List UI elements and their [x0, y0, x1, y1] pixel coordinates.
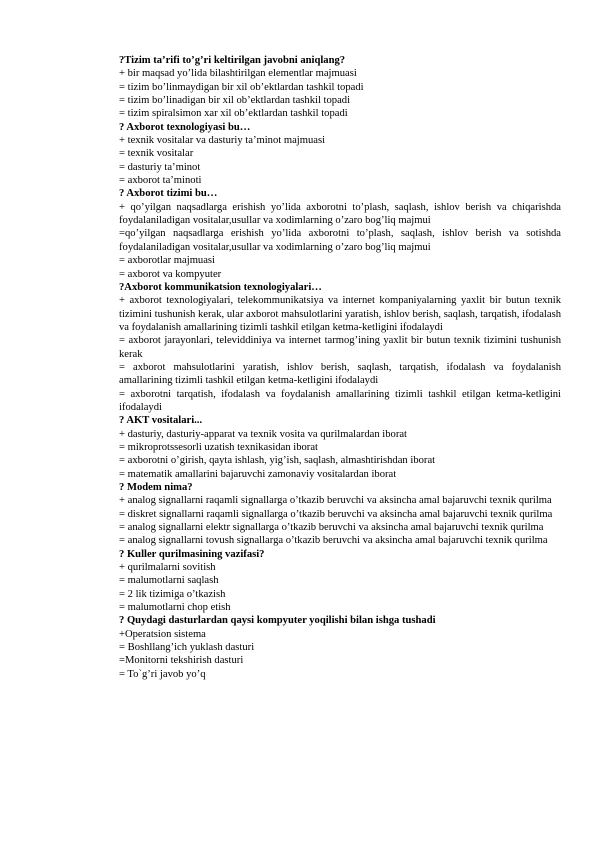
answer-correct: + analog signallarni raqamli signallarga o’tkazib beruvchi va aksincha amal bajaruvchi texnik qurilma	[119, 495, 552, 507]
question-text: ? Quydagi dasturlardan qaysi kompyuter yoqilishi bilan ishga tushadi	[119, 615, 436, 627]
question-text: ? AKT vositalari...	[119, 415, 203, 427]
answer-option: = axborot va kompyuter	[119, 268, 222, 280]
answer-option: = Boshllang’ich yuklash dasturi	[119, 642, 255, 654]
answer-option: =Monitorni tekshirish dasturi	[119, 655, 244, 667]
answer-option: = analog signallarni elektr signallarga o’tkazib beruvchi va aksincha amal bajaruvchi texnik qurilma	[119, 522, 544, 534]
answer-option: = tizim bo’linmaydigan bir xil ob’ektlardan tashkil topadi	[119, 81, 364, 93]
question-text: ? Axborot texnologiyasi bu…	[119, 121, 251, 133]
answer-option: = texnik vositalar	[119, 148, 194, 160]
question-text: ?Tizim ta’rifi to’g’ri keltirilgan javobni aniqlang?	[119, 55, 346, 66]
answer-option: = axborotlar majmuasi	[119, 255, 215, 267]
answer-option: = axborotni o’girish, qayta ishlash, yig’ish, saqlash, almashtirishdan iborat	[119, 455, 436, 467]
answer-correct: + qo’yilgan naqsadlarga erishish yo’lida axborotni to’plash, saqlash, ishlov berish va chiqarishda foydalaniladigan vositalar,usullar va xodimlarning o’zaro bog’liq majmui	[119, 201, 561, 227]
answer-option: = To`g’ri javob yo’q	[119, 668, 206, 680]
answer-option: = axborot ta’minoti	[119, 175, 202, 187]
answer-option: = axborot jarayonlari, televiddiniya va internet tarmog’ining yaxlit bir butun texnik tizimini tushunish kerak	[119, 335, 561, 360]
answer-option: = malumotlarni saqlash	[119, 575, 219, 587]
question-text: ? Axborot tizimi bu…	[119, 188, 218, 200]
answer-option: = diskret signallarni raqamli signallarga o’tkazib beruvchi va aksincha amal bajaruvchi texnik qurilma	[119, 508, 553, 520]
answer-correct: + dasturiy, dasturiy-apparat va texnik vosita va qurilmalardan iborat	[119, 428, 407, 440]
document-body	[119, 54, 561, 681]
answer-option: = dasturiy ta’minot	[119, 161, 201, 173]
answer-option: = axborotni tarqatish, ifodalash va foydalanish amallarining tizimli tashkil etilgan ketma-ketligini ifodalaydi	[119, 388, 561, 413]
answer-correct: + texnik vositalar va dasturiy ta’minot majmuasi	[119, 135, 326, 147]
answer-option: = malumotlarni chop etish	[119, 602, 231, 614]
answer-option: = tizim bo’linadigan bir xil ob’ektlardan tashkil topadi	[119, 95, 351, 107]
answer-option: = mikroprotssesorli uzatish texnikasidan iborat	[119, 441, 318, 453]
question-text: ? Kuller qurilmasining vazifasi?	[119, 548, 265, 560]
answer-correct: + bir maqsad yo’lida bilashtirilgan elementlar majmuasi	[119, 68, 357, 80]
answer-option: = 2 lik tizimiga o’tkazish	[119, 588, 226, 600]
answer-option: = analog signallarni tovush signallarga o’tkazib beruvchi va aksincha amal bajaruvchi texnik qurilma	[119, 535, 548, 547]
answer-option: = matematik amallarini bajaruvchi zamonaviy vositalardan iborat	[119, 468, 397, 480]
question-text: ?Axborot kommunikatsion texnologiyalari…	[119, 281, 322, 293]
answer-correct: + axborot texnologiyalari, telekommunikatsiya va internet kompaniyalarning yaxlit bir butun texnik tizimini tushunish kerak, ular axborot mahsulotlarini yaratish, ishlov berish, saqlash, tarqatish, ifodalash va foydalanish amallarining tizimli tashkil etilgan ketma-ketligini ifodalaydi	[119, 295, 561, 333]
answer-correct: + qurilmalarni sovitish	[119, 562, 216, 574]
answer-option: =qo’yilgan naqsadlarga erishish yo’lida axborotni to’plash, saqlash, ishlov berish va sotishda foydalaniladigan vositalar,usullar va xodimlarning o’zaro bog’liq majmui	[119, 228, 561, 253]
answer-option: = tizim spiralsimon xar xil ob’ektlardan tashkil topadi	[119, 108, 348, 120]
question-text: ? Modem nima?	[119, 482, 193, 493]
answer-option: = axborot mahsulotlarini yaratish, ishlov berish, saqlash, tarqatish, ifodalash va foydalanish amallarining tizimli tashkil etilgan ketma-ketligini ifodalaydi	[119, 361, 561, 387]
answer-correct: +Operatsion sistema	[119, 628, 206, 640]
